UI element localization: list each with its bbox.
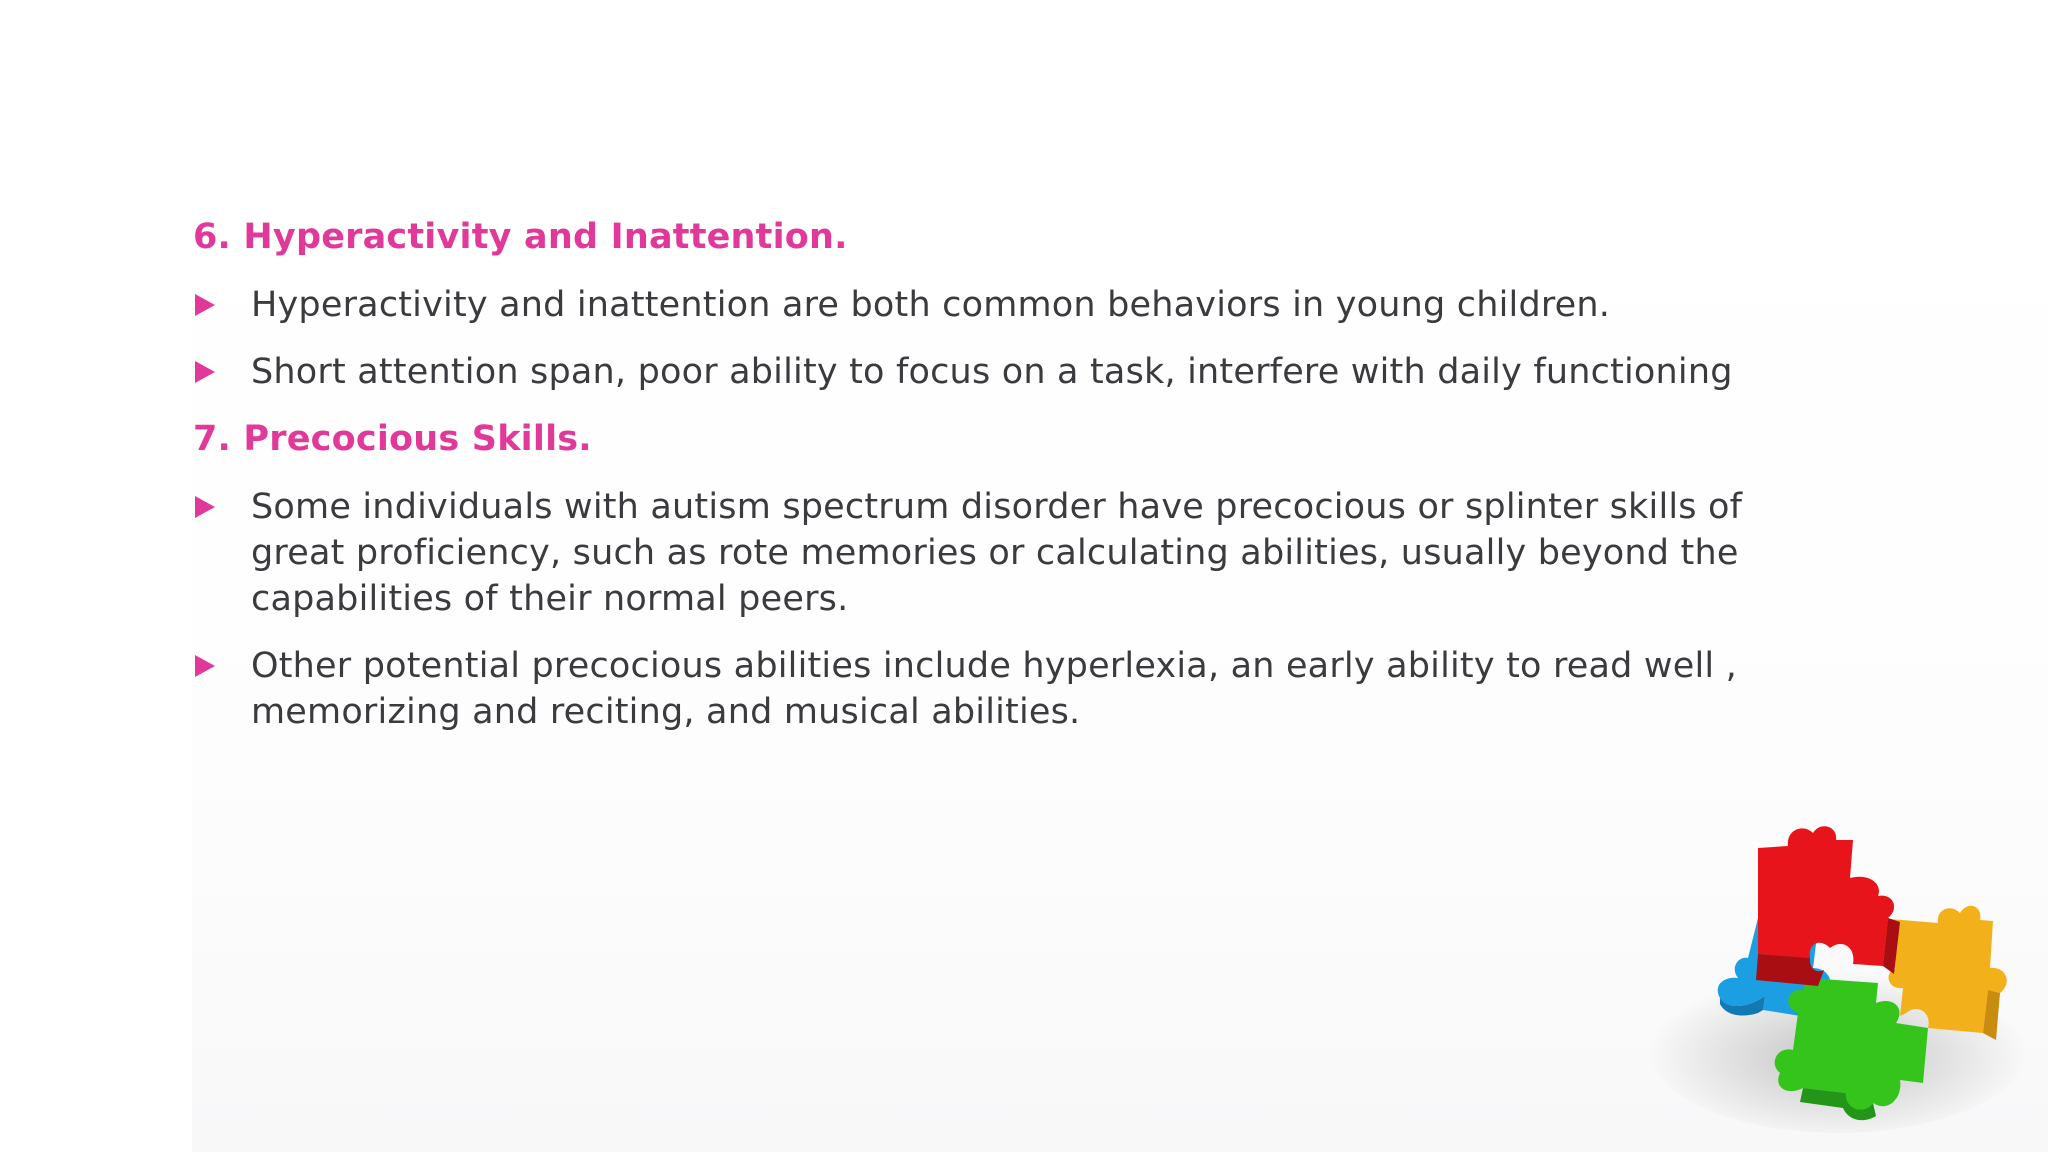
triangle-right-icon <box>195 294 215 316</box>
red-puzzle-piece <box>1756 826 1900 986</box>
bullet-item <box>193 484 1753 622</box>
bullet-item <box>193 643 1753 735</box>
section-heading-hyperactivity: 6. Hyperactivity and Inattention. <box>193 217 848 257</box>
bullet-text: Short attention span, poor ability to focus on a task, interfere with daily functioning <box>251 352 1733 392</box>
bullet-text: Other potential precocious abilities include hyperlexia, an early ability to read well , memorizing and reciting, and musical abilities. <box>251 646 1737 732</box>
bullet-text: Some individuals with autism spectrum disorder have precocious or splinter skills of great proficiency, such as rote memories or calculating abilities, usually beyond the capabilities of their normal peers. <box>251 487 1743 619</box>
bullet-text: Hyperactivity and inattention are both common behaviors in young children. <box>251 285 1611 325</box>
slide-content <box>193 214 1753 756</box>
triangle-right-icon <box>195 655 215 677</box>
triangle-right-icon <box>195 361 215 383</box>
puzzle-pieces-icon <box>1638 818 2036 1136</box>
section-heading-precocious-skills: 7. Precocious Skills. <box>193 419 592 459</box>
bullet-item <box>193 282 1753 328</box>
bullet-item <box>193 349 1753 395</box>
triangle-right-icon <box>195 496 215 518</box>
